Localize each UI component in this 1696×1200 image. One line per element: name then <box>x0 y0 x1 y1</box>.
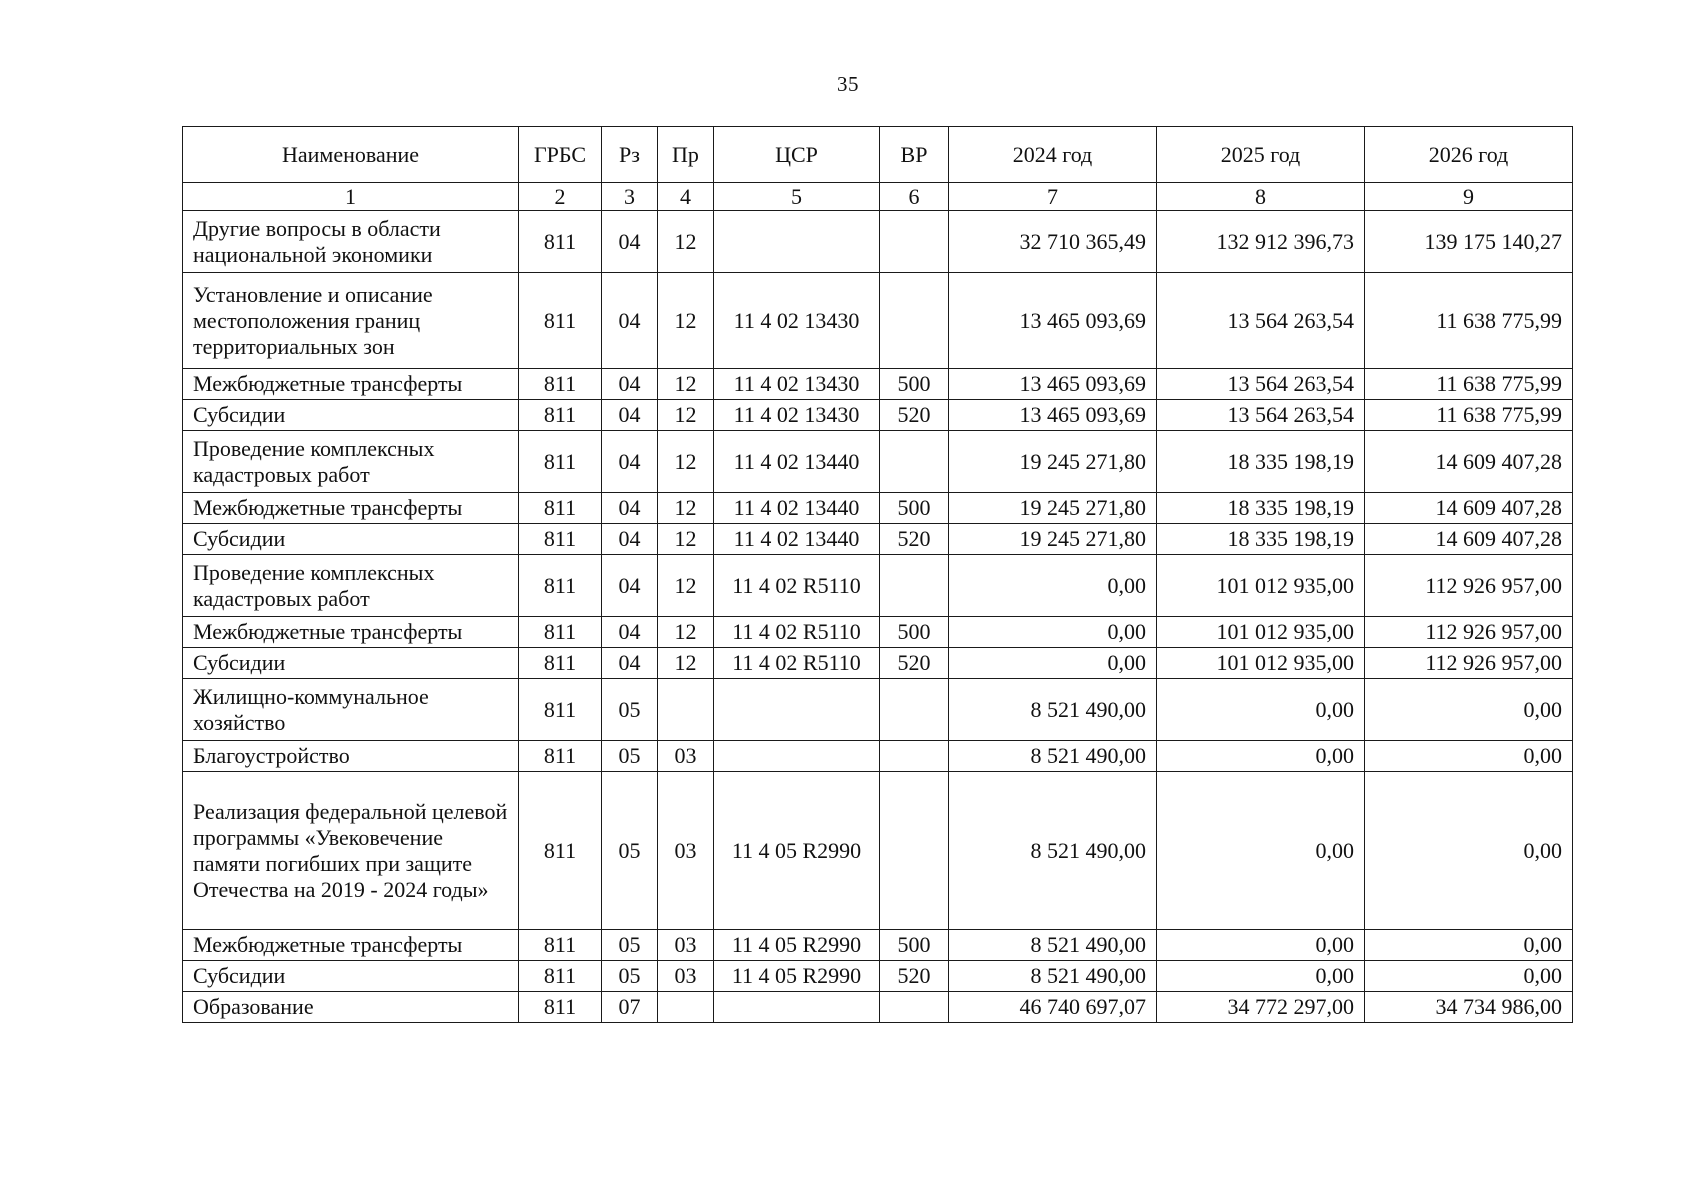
vr-code <box>880 741 949 772</box>
csr-code: 11 4 02 13440 <box>714 493 880 524</box>
column-number: 2 <box>519 183 602 211</box>
item-name: Проведение комплексных кадастровых работ <box>183 431 519 493</box>
column-number: 8 <box>1157 183 1365 211</box>
rz-code: 05 <box>602 679 658 741</box>
grbs-code: 811 <box>519 930 602 961</box>
item-name: Субсидии <box>183 524 519 555</box>
table-row <box>183 648 1573 679</box>
amount-2024: 8 521 490,00 <box>949 741 1157 772</box>
amount-2026: 112 926 957,00 <box>1365 648 1573 679</box>
item-name: Межбюджетные трансферты <box>183 617 519 648</box>
csr-code <box>714 211 880 273</box>
csr-code: 11 4 02 13440 <box>714 524 880 555</box>
rz-code: 04 <box>602 400 658 431</box>
grbs-code: 811 <box>519 524 602 555</box>
column-number: 3 <box>602 183 658 211</box>
csr-code <box>714 741 880 772</box>
amount-2025: 0,00 <box>1157 961 1365 992</box>
grbs-code: 811 <box>519 431 602 493</box>
vr-code: 500 <box>880 369 949 400</box>
csr-code: 11 4 02 13430 <box>714 369 880 400</box>
amount-2024: 0,00 <box>949 648 1157 679</box>
rz-code: 04 <box>602 493 658 524</box>
grbs-code: 811 <box>519 211 602 273</box>
csr-code: 11 4 02 13430 <box>714 273 880 369</box>
vr-code: 500 <box>880 617 949 648</box>
header-row <box>183 127 1573 183</box>
amount-2025: 0,00 <box>1157 772 1365 930</box>
rz-code: 05 <box>602 772 658 930</box>
pr-code <box>658 679 714 741</box>
rz-code: 05 <box>602 930 658 961</box>
amount-2025: 132 912 396,73 <box>1157 211 1365 273</box>
table-row <box>183 400 1573 431</box>
csr-code: 11 4 05 R2990 <box>714 772 880 930</box>
rz-code: 05 <box>602 741 658 772</box>
pr-code: 12 <box>658 273 714 369</box>
amount-2025: 101 012 935,00 <box>1157 648 1365 679</box>
item-name: Межбюджетные трансферты <box>183 930 519 961</box>
vr-code <box>880 555 949 617</box>
amount-2026: 139 175 140,27 <box>1365 211 1573 273</box>
amount-2024: 13 465 093,69 <box>949 400 1157 431</box>
vr-code: 520 <box>880 961 949 992</box>
table-row <box>183 992 1573 1023</box>
item-name: Межбюджетные трансферты <box>183 369 519 400</box>
csr-code: 11 4 02 R5110 <box>714 648 880 679</box>
rz-code: 05 <box>602 961 658 992</box>
amount-2024: 0,00 <box>949 555 1157 617</box>
header-csr: ЦСР <box>714 127 880 183</box>
vr-code <box>880 273 949 369</box>
pr-code: 12 <box>658 555 714 617</box>
csr-code: 11 4 02 13430 <box>714 400 880 431</box>
amount-2025: 18 335 198,19 <box>1157 524 1365 555</box>
item-name: Субсидии <box>183 400 519 431</box>
table-row <box>183 493 1573 524</box>
grbs-code: 811 <box>519 493 602 524</box>
rz-code: 07 <box>602 992 658 1023</box>
pr-code: 12 <box>658 431 714 493</box>
pr-code <box>658 992 714 1023</box>
rz-code: 04 <box>602 648 658 679</box>
amount-2025: 18 335 198,19 <box>1157 431 1365 493</box>
amount-2026: 0,00 <box>1365 741 1573 772</box>
amount-2024: 19 245 271,80 <box>949 524 1157 555</box>
table-row <box>183 273 1573 369</box>
table-row <box>183 524 1573 555</box>
csr-code: 11 4 02 R5110 <box>714 555 880 617</box>
amount-2025: 0,00 <box>1157 679 1365 741</box>
item-name: Субсидии <box>183 961 519 992</box>
item-name: Межбюджетные трансферты <box>183 493 519 524</box>
table-row <box>183 211 1573 273</box>
pr-code: 12 <box>658 211 714 273</box>
amount-2026: 11 638 775,99 <box>1365 400 1573 431</box>
amount-2026: 0,00 <box>1365 961 1573 992</box>
amount-2024: 19 245 271,80 <box>949 493 1157 524</box>
table-row <box>183 617 1573 648</box>
csr-code: 11 4 05 R2990 <box>714 961 880 992</box>
csr-code: 11 4 02 13440 <box>714 431 880 493</box>
grbs-code: 811 <box>519 369 602 400</box>
rz-code: 04 <box>602 431 658 493</box>
item-name: Проведение комплексных кадастровых работ <box>183 555 519 617</box>
table-row <box>183 961 1573 992</box>
amount-2024: 13 465 093,69 <box>949 369 1157 400</box>
pr-code: 12 <box>658 400 714 431</box>
amount-2026: 11 638 775,99 <box>1365 273 1573 369</box>
amount-2025: 101 012 935,00 <box>1157 555 1365 617</box>
page-number: 35 <box>837 72 859 96</box>
rz-code: 04 <box>602 211 658 273</box>
item-name: Субсидии <box>183 648 519 679</box>
amount-2026: 14 609 407,28 <box>1365 493 1573 524</box>
grbs-code: 811 <box>519 772 602 930</box>
amount-2024: 32 710 365,49 <box>949 211 1157 273</box>
header-pr: Пр <box>658 127 714 183</box>
header-2026: 2026 год <box>1365 127 1573 183</box>
pr-code: 03 <box>658 772 714 930</box>
column-number: 7 <box>949 183 1157 211</box>
column-number: 4 <box>658 183 714 211</box>
amount-2024: 0,00 <box>949 617 1157 648</box>
column-number: 6 <box>880 183 949 211</box>
header-vr: ВР <box>880 127 949 183</box>
amount-2026: 112 926 957,00 <box>1365 555 1573 617</box>
amount-2025: 34 772 297,00 <box>1157 992 1365 1023</box>
amount-2024: 19 245 271,80 <box>949 431 1157 493</box>
amount-2024: 13 465 093,69 <box>949 273 1157 369</box>
rz-code: 04 <box>602 524 658 555</box>
column-number-row <box>183 183 1573 211</box>
grbs-code: 811 <box>519 555 602 617</box>
amount-2025: 13 564 263,54 <box>1157 400 1365 431</box>
vr-code <box>880 992 949 1023</box>
amount-2025: 13 564 263,54 <box>1157 369 1365 400</box>
amount-2024: 8 521 490,00 <box>949 679 1157 741</box>
column-number: 5 <box>714 183 880 211</box>
vr-code: 520 <box>880 648 949 679</box>
table-row <box>183 679 1573 741</box>
header-2025: 2025 год <box>1157 127 1365 183</box>
pr-code: 03 <box>658 930 714 961</box>
vr-code <box>880 772 949 930</box>
amount-2026: 34 734 986,00 <box>1365 992 1573 1023</box>
rz-code: 04 <box>602 555 658 617</box>
amount-2026: 112 926 957,00 <box>1365 617 1573 648</box>
amount-2024: 8 521 490,00 <box>949 772 1157 930</box>
amount-2025: 0,00 <box>1157 741 1365 772</box>
header-name: Наименование <box>183 127 519 183</box>
table-row <box>183 772 1573 930</box>
column-number: 1 <box>183 183 519 211</box>
column-number: 9 <box>1365 183 1573 211</box>
pr-code: 12 <box>658 524 714 555</box>
item-name: Реализация федеральной целевой программы «Увековечение памяти погибших при защите Отечества на 2019 - 2024 годы» <box>183 772 519 930</box>
amount-2026: 11 638 775,99 <box>1365 369 1573 400</box>
amount-2025: 18 335 198,19 <box>1157 493 1365 524</box>
vr-code <box>880 679 949 741</box>
amount-2025: 0,00 <box>1157 930 1365 961</box>
table-row <box>183 930 1573 961</box>
vr-code <box>880 211 949 273</box>
pr-code: 03 <box>658 961 714 992</box>
grbs-code: 811 <box>519 273 602 369</box>
rz-code: 04 <box>602 273 658 369</box>
vr-code <box>880 431 949 493</box>
pr-code: 12 <box>658 493 714 524</box>
table-row <box>183 431 1573 493</box>
csr-code: 11 4 05 R2990 <box>714 930 880 961</box>
pr-code: 12 <box>658 648 714 679</box>
budget-table <box>182 126 1573 1023</box>
vr-code: 500 <box>880 930 949 961</box>
amount-2026: 0,00 <box>1365 772 1573 930</box>
grbs-code: 811 <box>519 741 602 772</box>
header-grbs: ГРБС <box>519 127 602 183</box>
item-name: Другие вопросы в области национальной экономики <box>183 211 519 273</box>
grbs-code: 811 <box>519 648 602 679</box>
grbs-code: 811 <box>519 400 602 431</box>
grbs-code: 811 <box>519 961 602 992</box>
item-name: Жилищно-коммунальное хозяйство <box>183 679 519 741</box>
item-name: Установление и описание местоположения границ территориальных зон <box>183 273 519 369</box>
amount-2024: 8 521 490,00 <box>949 961 1157 992</box>
pr-code: 12 <box>658 617 714 648</box>
pr-code: 12 <box>658 369 714 400</box>
amount-2025: 13 564 263,54 <box>1157 273 1365 369</box>
amount-2024: 46 740 697,07 <box>949 992 1157 1023</box>
vr-code: 520 <box>880 524 949 555</box>
csr-code <box>714 992 880 1023</box>
amount-2026: 14 609 407,28 <box>1365 524 1573 555</box>
header-2024: 2024 год <box>949 127 1157 183</box>
amount-2025: 101 012 935,00 <box>1157 617 1365 648</box>
amount-2026: 0,00 <box>1365 679 1573 741</box>
item-name: Образование <box>183 992 519 1023</box>
table-row <box>183 741 1573 772</box>
vr-code: 500 <box>880 493 949 524</box>
grbs-code: 811 <box>519 992 602 1023</box>
amount-2026: 0,00 <box>1365 930 1573 961</box>
table-row <box>183 369 1573 400</box>
amount-2026: 14 609 407,28 <box>1365 431 1573 493</box>
vr-code: 520 <box>880 400 949 431</box>
table-row <box>183 555 1573 617</box>
item-name: Благоустройство <box>183 741 519 772</box>
csr-code: 11 4 02 R5110 <box>714 617 880 648</box>
header-rz: Рз <box>602 127 658 183</box>
grbs-code: 811 <box>519 679 602 741</box>
grbs-code: 811 <box>519 617 602 648</box>
rz-code: 04 <box>602 369 658 400</box>
csr-code <box>714 679 880 741</box>
rz-code: 04 <box>602 617 658 648</box>
pr-code: 03 <box>658 741 714 772</box>
amount-2024: 8 521 490,00 <box>949 930 1157 961</box>
